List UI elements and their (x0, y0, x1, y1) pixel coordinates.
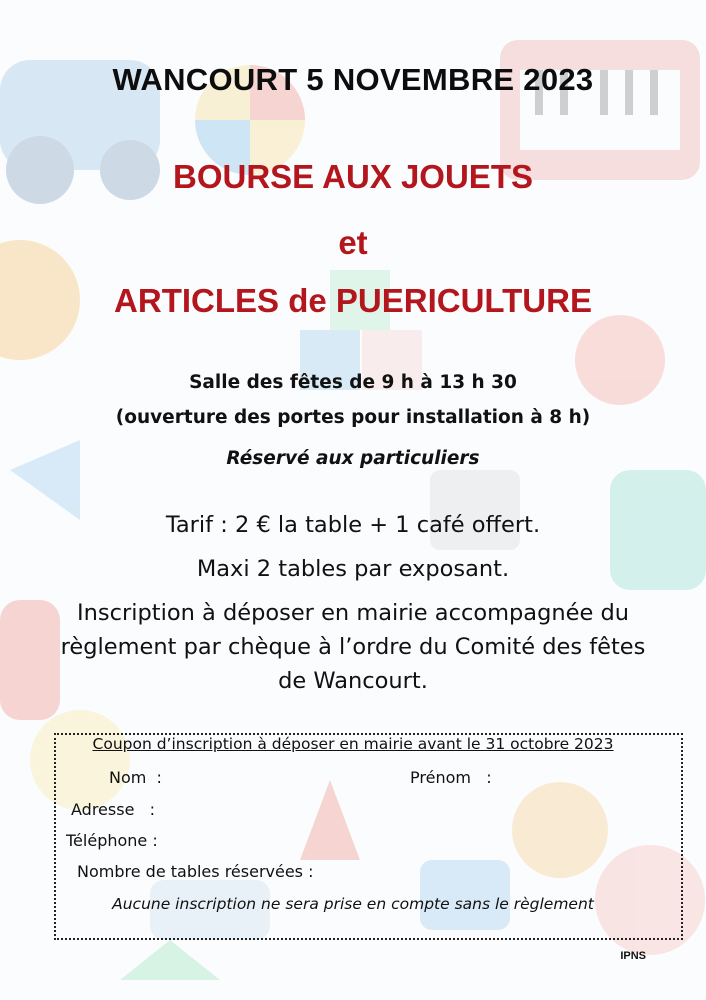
telephone-field-label: Téléphone : (66, 831, 158, 850)
tables-field-label: Nombre de tables réservées : (77, 862, 314, 881)
coupon-note: Aucune inscription ne sera prise en compte sans le règlement (112, 895, 594, 913)
event-date-heading: WANCOURT 5 NOVEMBRE 2023 (112, 62, 594, 97)
ipns-mark: IPNS (620, 950, 646, 962)
prenom-field-label: Prénom : (410, 768, 492, 787)
title-line-2: et (338, 224, 368, 261)
venue-hours: Salle des fêtes de 9 h à 13 h 30 (189, 372, 517, 393)
title-line-1: BOURSE AUX JOUETS (172, 158, 533, 195)
restriction-note: Réservé aux particuliers (226, 448, 480, 469)
tarif-line: Tarif : 2 € la table + 1 café offert. (165, 512, 541, 538)
adresse-field-label: Adresse : (71, 800, 156, 819)
inscription-paragraph: Inscription à déposer en mairie accompagnée du règlement par chèque à l’ordre du Comité des fêtes de Wancourt. (60, 600, 646, 694)
max-tables-line: Maxi 2 tables par exposant. (196, 556, 510, 582)
title-line-3: ARTICLES de PUERICULTURE (114, 282, 592, 319)
nom-field-label: Nom : (109, 768, 162, 787)
opening-note: (ouverture des portes pour installation à 8 h) (115, 407, 591, 428)
coupon-title: Coupon d’inscription à déposer en mairie avant le 31 octobre 2023 (92, 735, 614, 753)
